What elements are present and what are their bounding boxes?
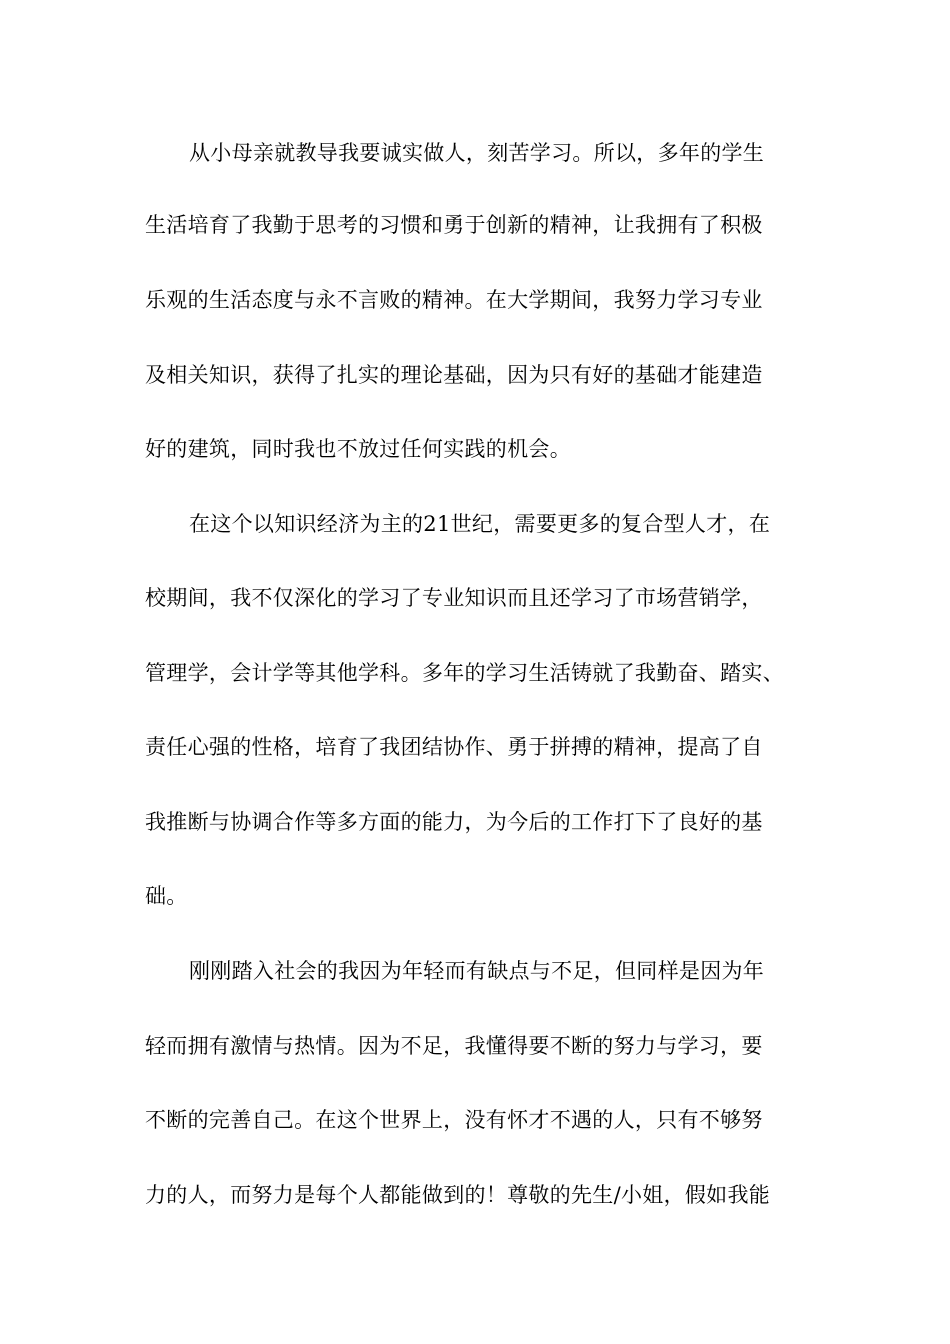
paragraph-3-line-4: 力的人，而努力是每个人都能做到的！尊敬的先生/小姐，假如我能	[145, 1183, 771, 1207]
paragraph-1-line-4: 及相关知识，获得了扎实的理论基础，因为只有好的基础才能建造	[145, 363, 763, 387]
paragraph-3-line-2: 轻而拥有激情与热情。因为不足，我懂得要不断的努力与学习，要	[145, 1034, 763, 1058]
paragraph-2-line-6: 础。	[145, 884, 188, 908]
paragraph-1-line-1: 从小母亲就教导我要诚实做人，刻苦学习。所以，多年的学生	[189, 141, 765, 165]
paragraph-2-line-5: 我推断与协调合作等多方面的能力，为今后的工作打下了良好的基	[145, 810, 763, 834]
paragraph-3-line-1: 刚刚踏入社会的我因为年轻而有缺点与不足，但同样是因为年	[189, 959, 765, 983]
paragraph-2-line-2: 校期间，我不仅深化的学习了专业知识而且还学习了市场营销学，	[145, 586, 763, 610]
paragraph-2-line-3: 管理学，会计学等其他学科。多年的学习生活铸就了我勤奋、踏实、	[145, 661, 784, 685]
paragraph-2-line-1: 在这个以知识经济为主的21世纪，需要更多的复合型人才，在	[189, 512, 771, 536]
paragraph-1-line-5: 好的建筑，同时我也不放过任何实践的机会。	[145, 437, 571, 461]
paragraph-1-line-3: 乐观的生活态度与永不言败的精神。在大学期间，我努力学习专业	[145, 288, 763, 312]
paragraph-2-line-4: 责任心强的性格，培育了我团结协作、勇于拼搏的精神，提高了自	[145, 735, 763, 759]
paragraph-3-line-3: 不断的完善自己。在这个世界上，没有怀才不遇的人，只有不够努	[145, 1108, 763, 1132]
paragraph-1-line-2: 生活培育了我勤于思考的习惯和勇于创新的精神，让我拥有了积极	[145, 213, 763, 237]
